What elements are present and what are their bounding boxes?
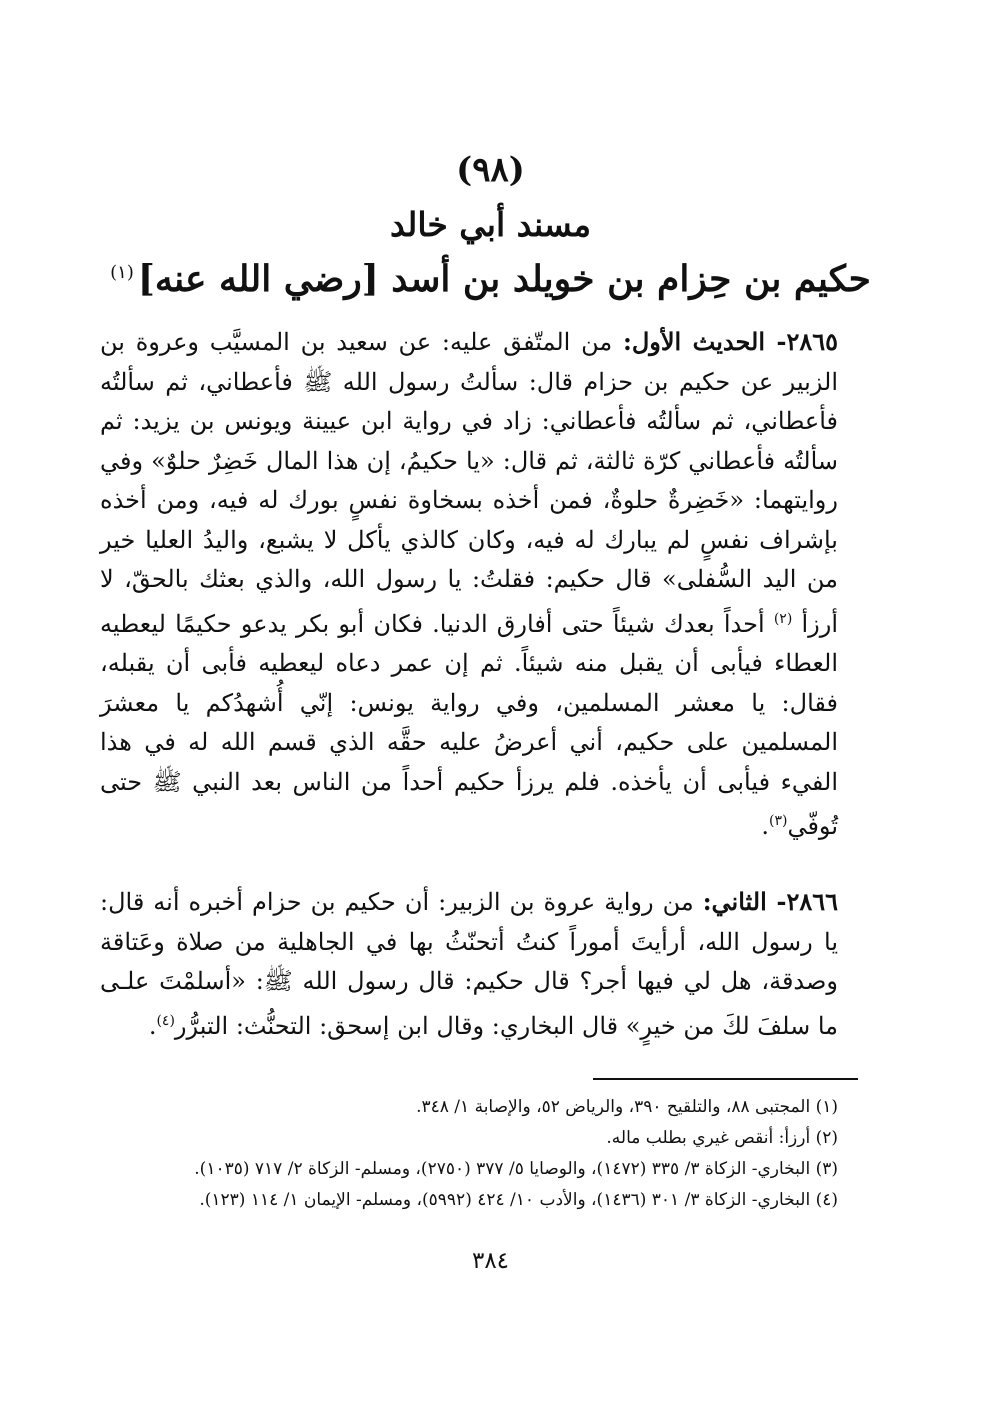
footnote-ref: (٣) — [768, 813, 788, 829]
page-number: ٣٨٤ — [471, 1248, 510, 1274]
hadith-paragraph-2865 — [100, 322, 838, 847]
hadith-text: أحداً بعدك شيئاً حتى أفارق الدنيا. فكان أبو بكر يدعو حكيمًا ليعطيه العطاء فيأبى أن يقبل منه شيئاً. ثم إن عمر دعاه ليعطيه فأبى أن يقبله، فقال: يا معشر المسلمين، وفي رواية يونس: إنّي أُشهدُكم يا معشرَ المسلمين على حكيم، أني أعرضُ عليه حقَّه الذي قسم الله له في هذا الفيء فيأبى أن يأخذه. فلم يرزأ حكيم أحداً من الناس بعد النبي ﷺ حتى تُوفّي — [100, 609, 838, 840]
musnad-title: مسند أبي خالد — [389, 205, 592, 244]
footnote-ref: (١) — [110, 262, 134, 283]
footnote-1: (١) المجتبى ٨٨، والتلقيح ٣٩٠، والرياض ٥٢، والإصابة ١/ ٣٤٨. — [416, 1097, 838, 1117]
chapter-number: (٩٨) — [456, 150, 525, 190]
hadith-text: . — [148, 1011, 157, 1040]
hadith-text: . — [761, 812, 769, 840]
footnote-ref: (٢) — [773, 610, 793, 627]
footnote-2: (٢) أرزأ: أنقص غيري بطلب ماله. — [606, 1128, 838, 1148]
hadith-paragraph-2866 — [100, 882, 838, 1046]
hadith-label: ٢٨٦٦- الثاني: — [702, 887, 838, 916]
companion-name-heading — [0, 258, 981, 300]
hadith-text: من رواية عروة بن الزبير: أن حكيم بن حزام أخبره أنه قال: يا رسول الله، أرأيتَ أموراً كنتُ أتحنّثُ بها في الجاهلية من صلاة وعَتاقة وصدقة، هل لي فيها أجر؟ قال حكيم: قال رسول الله ﷺ: «أسلمْتَ علـى ما سلفَ لكَ من خيرٍ» قال البخاري: وقال ابن إسحق: التحنُّث: التبرُّر — [100, 888, 838, 1040]
footnote-4: (٤) البخاري- الزكاة ٣/ ٣٠١ (١٤٣٦)، والأدب ١٠/ ٤٢٤ (٥٩٩٢)، ومسلم- الإيمان ١/ ١١٤ (١٢٣). — [199, 1190, 838, 1210]
footnotes — [110, 1092, 838, 1216]
footnote-divider — [593, 1078, 858, 1080]
footnote-ref: (٤) — [156, 1012, 175, 1029]
hadith-text: من المتّفق عليه: عن سعيد بن المسيَّب وعروة بن الزبير عن حكيم بن حزام قال: سألتُ رسول الله ﷺ فأعطاني، ثم سألتُه فأعطاني، ثم سألتُه فأعطاني: زاد في رواية ابن عيينة ويونس بن يزيد: ثم سألتُه فأعطاني كرّة ثالثة، ثم قال: «يا حكيمُ، إن هذا المال خَضِرٌ حلوٌ» وفي روايتهما: «خَضِرةٌ حلوةٌ، فمن أخذه بسخاوة نفسٍ بورك له فيه، ومن أخذه بإشراف نفسٍ لم يبارك له فيه، وكان كالذي يأكل لا يشبع، واليدُ العليا خير من اليد السُّفلى» قال حكيم: فقلتُ: يا رسول الله، والذي بعثك بالحقّ، لا أرزأ — [100, 328, 839, 638]
hadith-label: ٢٨٦٥- الحديث الأول: — [622, 327, 838, 356]
companion-name: حكيم بن حِزام بن خويلد بن أسد [رضي الله عنه] — [137, 258, 871, 300]
footnote-3: (٣) البخاري- الزكاة ٣/ ٣٣٥ (١٤٧٢)، والوصايا ٥/ ٣٧٧ (٢٧٥٠)، ومسلم- الزكاة ٢/ ٧١٧ (١٠٣٥). — [194, 1159, 838, 1179]
